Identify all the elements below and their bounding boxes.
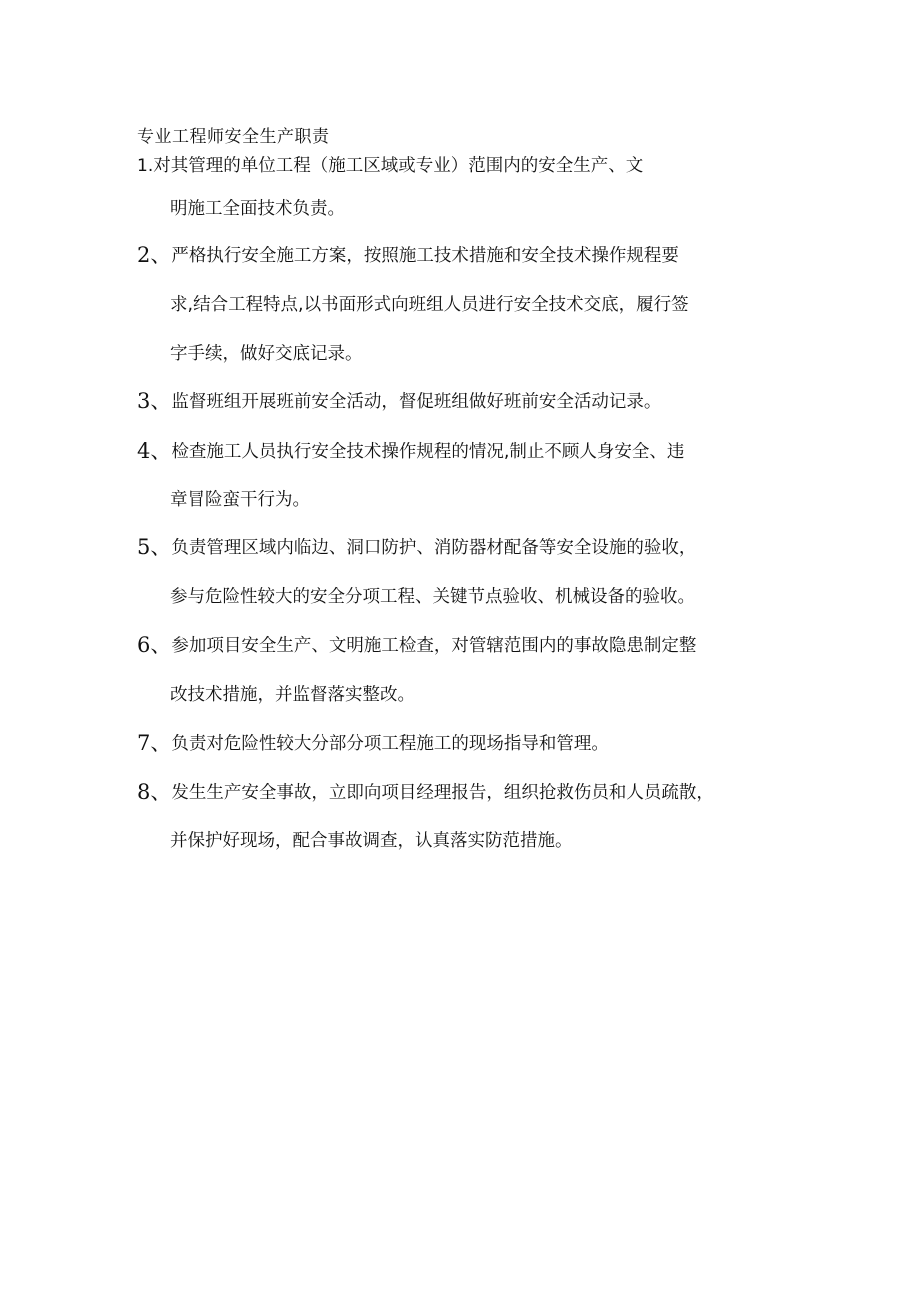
list-item-5 <box>137 534 696 561</box>
item-text-line: 参加项目安全生产、文明施工检查，对管辖范围内的事故隐患制定整 <box>171 636 697 656</box>
list-item-7 <box>137 730 609 757</box>
item-text-line: 负责管理区域内临边、洞口防护、消防器材配备等安全设施的验收， <box>171 538 697 558</box>
item-number: 5、 <box>137 535 172 559</box>
item-number: 2、 <box>137 243 172 267</box>
item-text-line: 监督班组开展班前安全活动，督促班组做好班前安全活动记录。 <box>171 392 662 412</box>
list-item-4 <box>137 438 684 465</box>
item-number: 4、 <box>137 439 172 463</box>
item-text-continuation: 改技术措施，并监督落实整改。 <box>170 685 415 705</box>
item-text-continuation: 章冒险蛮干行为。 <box>170 490 310 510</box>
list-item-3 <box>137 388 661 415</box>
item-text-line: 负责对危险性较大分部分项工程施工的现场指导和管理。 <box>171 734 609 754</box>
item-text-continuation: 明施工全面技术负责。 <box>170 199 345 219</box>
item-number: 6、 <box>137 633 172 657</box>
item-number: 3、 <box>137 389 172 413</box>
document-title: 专业工程师安全生产职责 <box>137 127 330 147</box>
item-text-line: 发生生产安全事故，立即向项目经理报告，组织抢救伤员和人员疏散， <box>171 783 714 803</box>
list-item-2 <box>137 242 679 269</box>
item-text-continuation: 参与危险性较大的安全分项工程、关键节点验收、机械设备的验收。 <box>170 587 695 607</box>
item-text-continuation: 求,结合工程特点,以书面形式向班组人员进行安全技术交底，履行签 <box>170 295 689 315</box>
item-number: 7、 <box>137 731 172 755</box>
item-text-line: 严格执行安全施工方案，按照施工技术措施和安全技术操作规程要 <box>171 246 679 266</box>
item-text-continuation: 并保护好现场，配合事故调查，认真落实防范措施。 <box>170 831 573 851</box>
item-number: 1. <box>137 156 154 176</box>
list-item-6 <box>137 632 696 659</box>
item-text-continuation: 字手续，做好交底记录。 <box>170 344 363 364</box>
item-number: 8、 <box>137 780 172 804</box>
list-item-1 <box>137 153 643 179</box>
list-item-8 <box>137 779 714 806</box>
item-text-line: 对其管理的单位工程（施工区域或专业）范围内的安全生产、文 <box>153 156 644 176</box>
item-text-line: 检查施工人员执行安全技术操作规程的情况,制止不顾人身安全、违 <box>171 442 685 462</box>
